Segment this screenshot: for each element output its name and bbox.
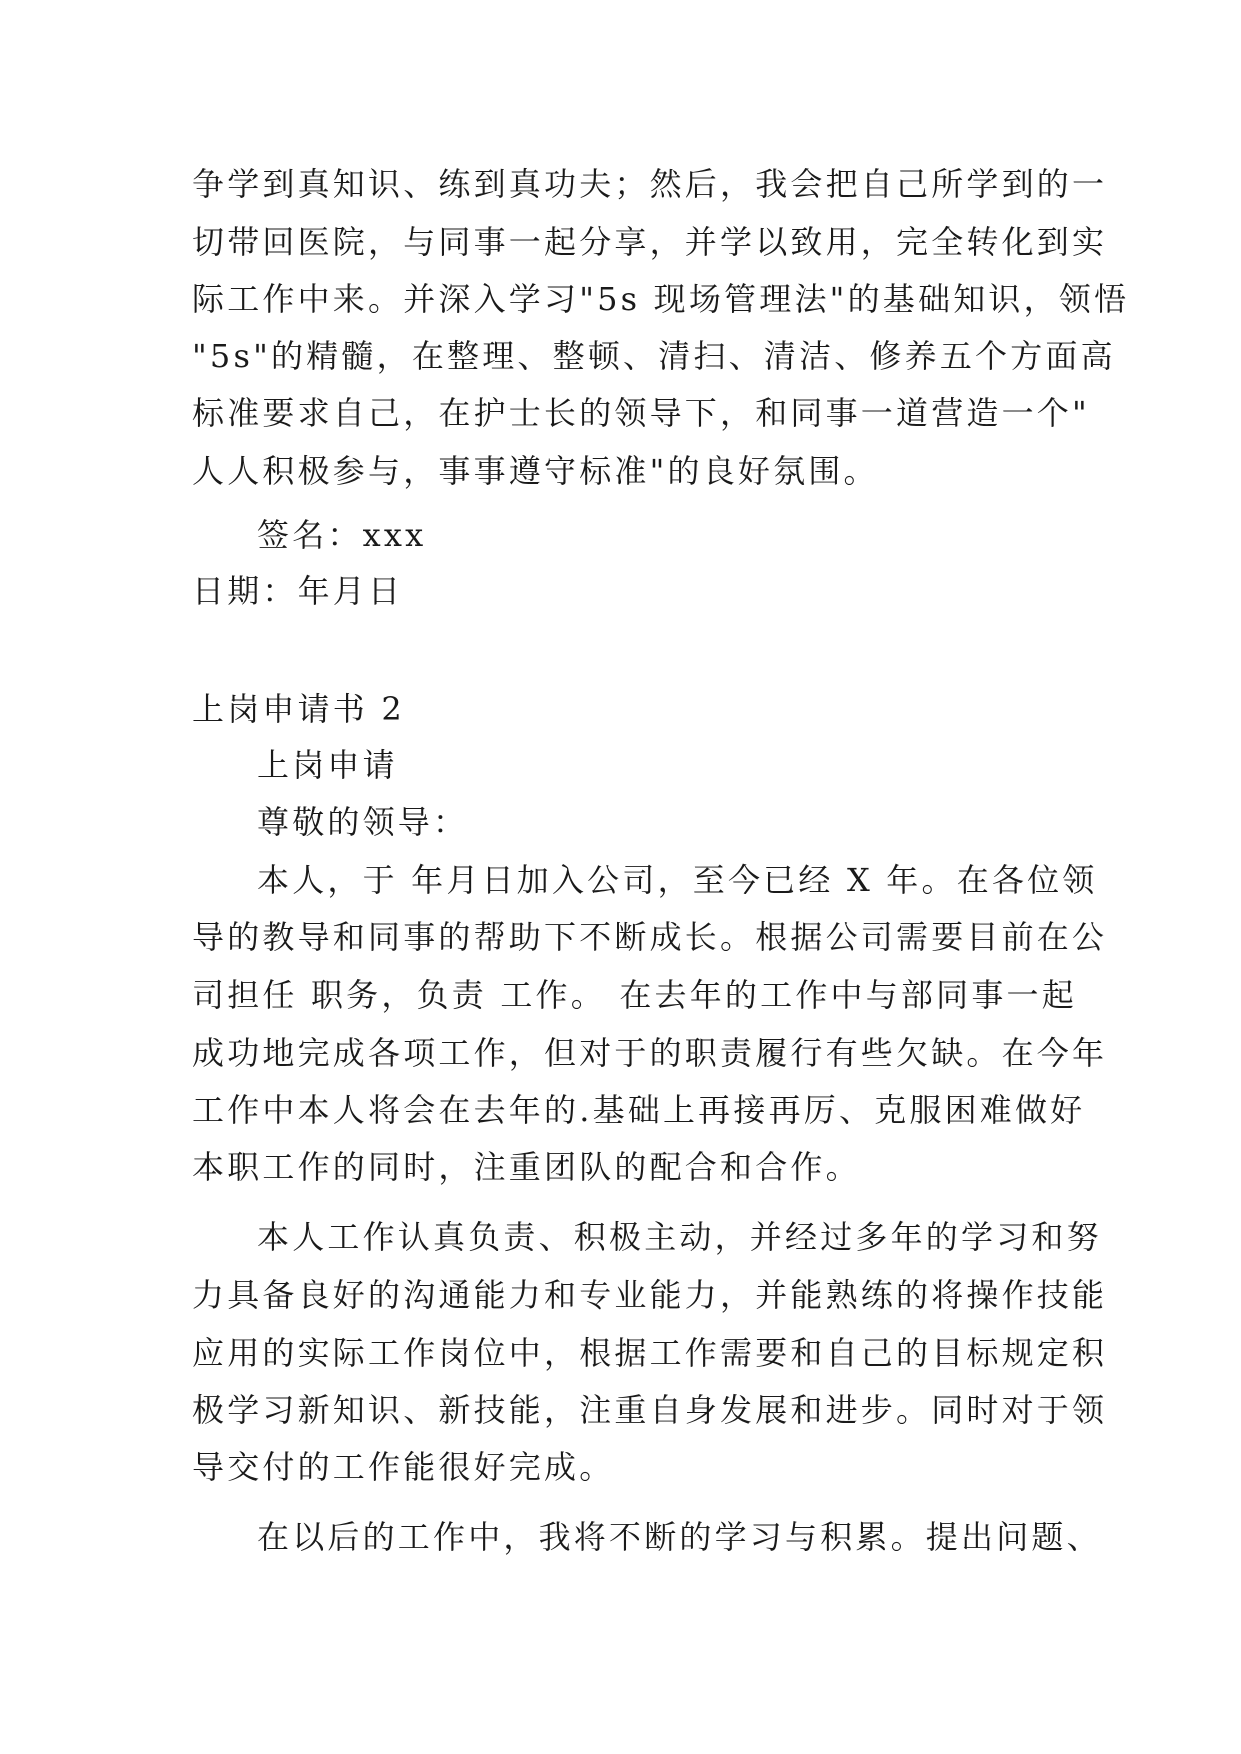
paragraph-line: 成功地完成各项工作，但对于的职责履行有些欠缺。在今年 <box>192 1034 1108 1072</box>
body-text-line: 标准要求自己，在护士长的领导下，和同事一道营造一个" <box>192 394 1090 432</box>
paragraph-line: 导交付的工作能很好完成。 <box>192 1448 615 1486</box>
paragraph-line: 力具备良好的沟通能力和专业能力，并能熟练的将操作技能 <box>192 1276 1108 1314</box>
body-text-line: 争学到真知识、练到真功夫；然后，我会把自己所学到的一 <box>192 165 1108 203</box>
body-text-line: 际工作中来。并深入学习"5s 现场管理法"的基础知识，领悟 <box>192 280 1130 318</box>
paragraph-line: 本人工作认真负责、积极主动，并经过多年的学习和努 <box>257 1218 1102 1256</box>
paragraph-line: 司担任 职务，负责 工作。 在去年的工作中与部同事一起 <box>192 976 1077 1014</box>
body-text-line: "5s"的精髓，在整理、整顿、清扫、清洁、修养五个方面高 <box>192 337 1116 375</box>
paragraph-line: 极学习新知识、新技能，注重自身发展和进步。同时对于领 <box>192 1391 1108 1429</box>
signature-line: 签名：xxx <box>257 516 427 554</box>
paragraph-line: 本职工作的同时，注重团队的配合和合作。 <box>192 1148 861 1186</box>
paragraph-line: 工作中本人将会在去年的.基础上再接再厉、克服困难做好 <box>192 1091 1086 1129</box>
paragraph-line: 本人，于 年月日加入公司，至今已经 X 年。在各位领 <box>257 861 1098 899</box>
paragraph-line: 应用的实际工作岗位中，根据工作需要和自己的目标规定积 <box>192 1334 1108 1372</box>
body-text-line: 人人积极参与，事事遵守标准"的良好氛围。 <box>192 452 879 490</box>
body-text-line: 切带回医院，与同事一起分享，并学以致用，完全转化到实 <box>192 223 1108 261</box>
date-line: 日期：年月日 <box>192 572 404 610</box>
document-title: 上岗申请 <box>257 746 398 784</box>
paragraph-line: 在以后的工作中，我将不断的学习与积累。提出问题、 <box>257 1518 1102 1556</box>
section-heading: 上岗申请书 2 <box>192 690 405 728</box>
paragraph-line: 导的教导和同事的帮助下不断成长。根据公司需要目前在公 <box>192 918 1108 956</box>
salutation: 尊敬的领导： <box>257 803 469 841</box>
